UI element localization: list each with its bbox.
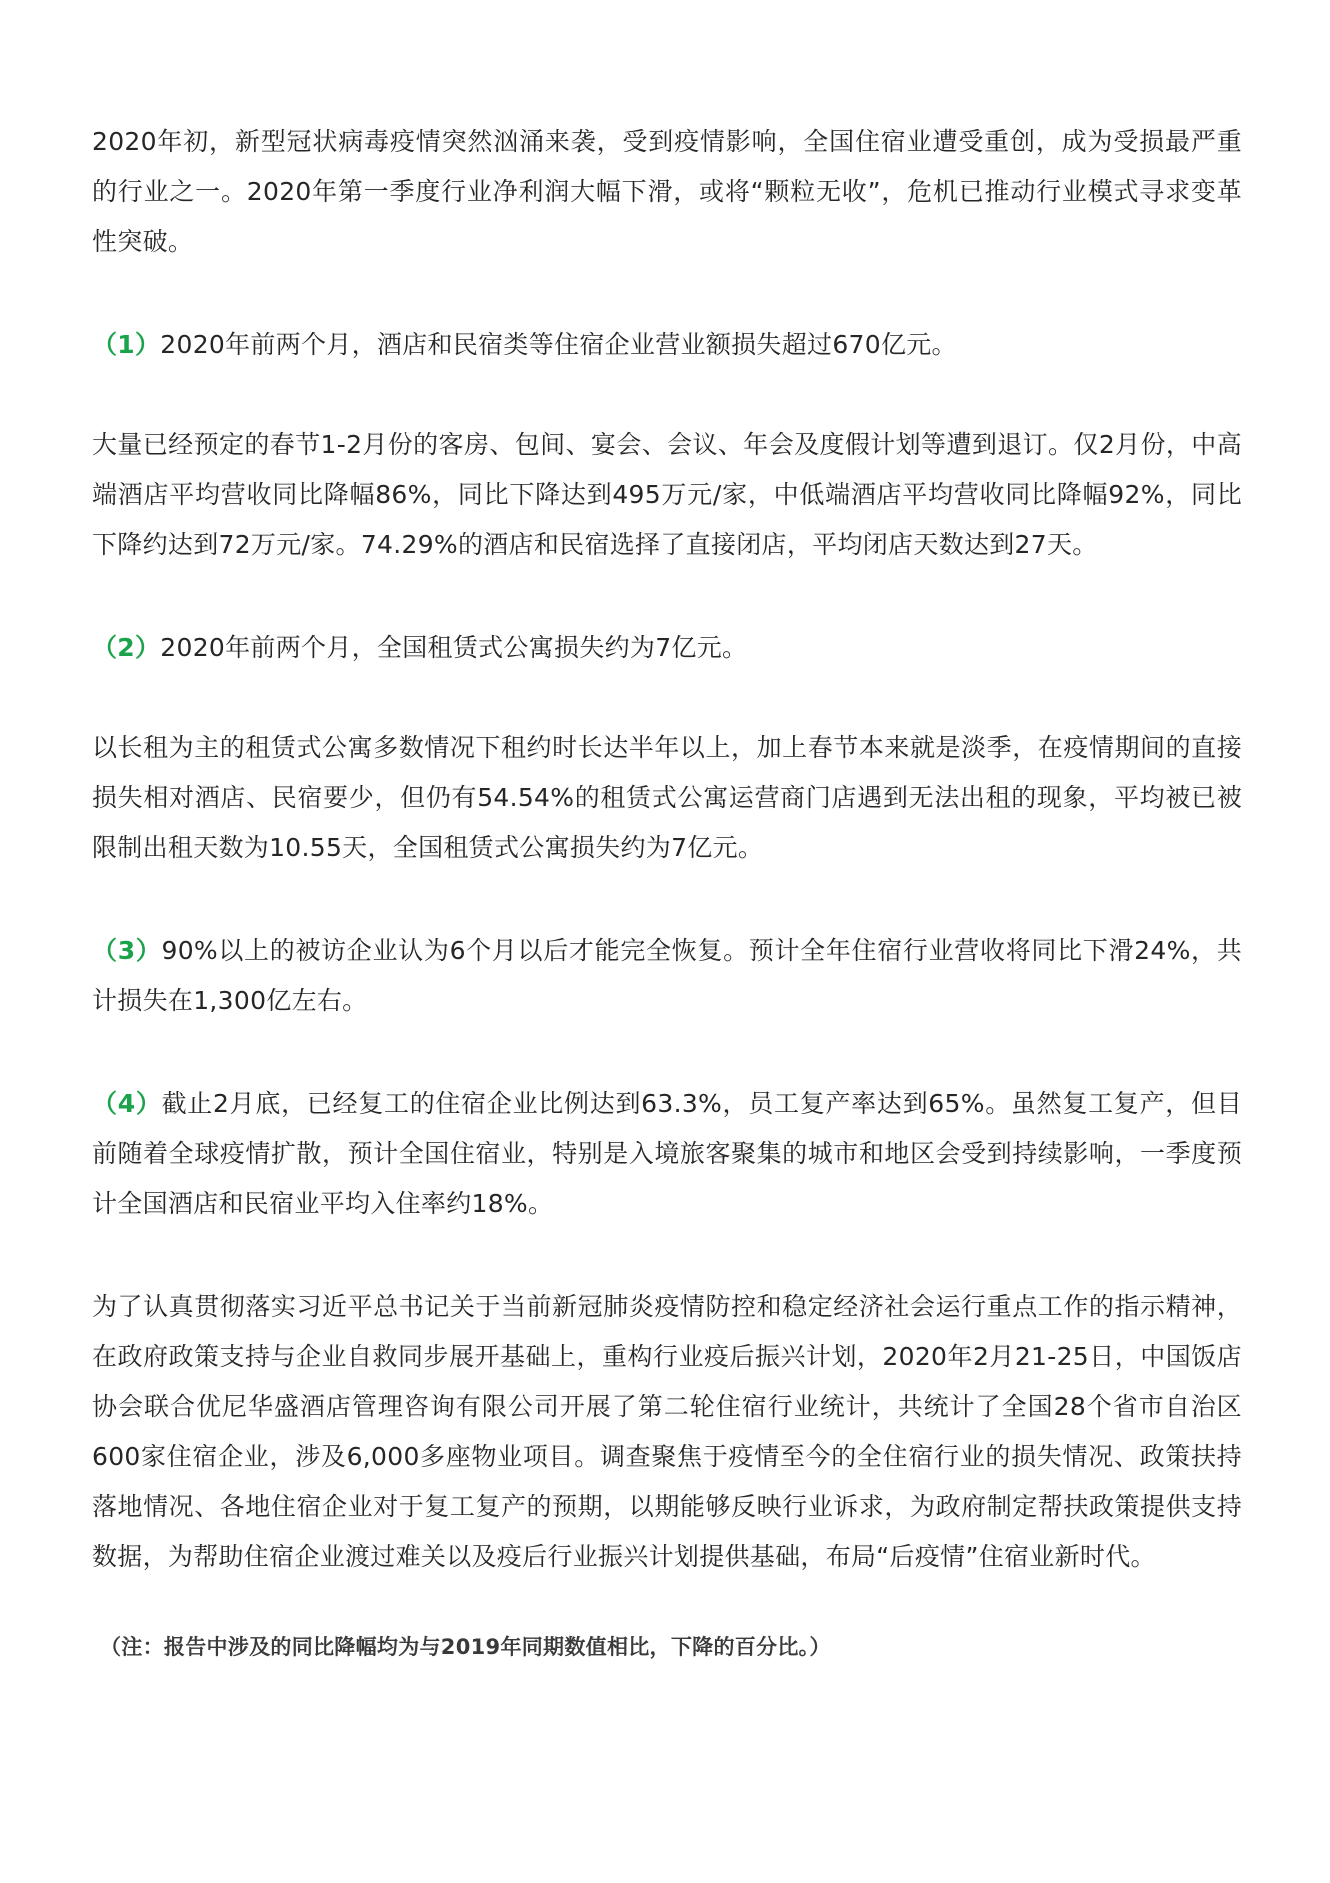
item-2-number: （2） — [92, 633, 161, 662]
item-2-detail: 以长租为主的租赁式公寓多数情况下租约时长达半年以上，加上春节本来就是淡季，在疫情期间的直接损失相对酒店、民宿要少，但仍有54.54%的租赁式公寓运营商门店遇到无法出租的现象，平均被已被限制出租天数为10.55天，全国租赁式公寓损失约为7亿元。 — [92, 733, 1242, 862]
item-1-heading — [92, 320, 1242, 370]
item-3-heading — [92, 926, 1242, 1026]
item-4-text: 截止2月底，已经复工的住宿企业比例达到63.3%，员工复产率达到65%。虽然复工复产，但目前随着全球疫情扩散，预计全国住宿业，特别是入境旅客聚集的城市和地区会受到持续影响，一季度预计全国酒店和民宿业平均入住率约18%。 — [92, 1089, 1242, 1218]
item-1-detail: 大量已经预定的春节1-2月份的客房、包间、宴会、会议、年会及度假计划等遭到退订。仅2月份，中高端酒店平均营收同比降幅86%，同比下降达到495万元/家，中低端酒店平均营收同比降幅92%，同比下降约达到72万元/家。74.29%的酒店和民宿选择了直接闭店，平均闭店天数达到27天。 — [92, 430, 1242, 559]
item-4-heading — [92, 1079, 1242, 1229]
item-1-number: （1） — [92, 330, 161, 359]
item-4-number: （4） — [92, 1089, 162, 1118]
intro-paragraph: 2020年初，新型冠状病毒疫情突然汹涌来袭，受到疫情影响，全国住宿业遭受重创，成为受损最严重的行业之一。2020年第一季度行业净利润大幅下滑，或将“颗粒无收”，危机已推动行业模式寻求变革性突破。 — [92, 127, 1242, 256]
footnote: （注：报告中涉及的同比降幅均为与2019年同期数值相比，下降的百分比。） — [100, 1635, 831, 1659]
item-1-text: 2020年前两个月，酒店和民宿类等住宿企业营业额损失超过670亿元。 — [160, 330, 957, 359]
item-3-text: 90%以上的被访企业认为6个月以后才能完全恢复。预计全年住宿行业营收将同比下滑24%，共计损失在1,300亿左右。 — [92, 936, 1243, 1015]
closing-paragraph: 为了认真贯彻落实习近平总书记关于当前新冠肺炎疫情防控和稳定经济社会运行重点工作的指示精神，在政府政策支持与企业自救同步展开基础上，重构行业疫后振兴计划，2020年2月21-25日，中国饭店协会联合优尼华盛酒店管理咨询有限公司开展了第二轮住宿行业统计，共统计了全国28个省市自治区600家住宿企业，涉及6,000多座物业项目。调查聚焦于疫情至今的全住宿行业的损失情况、政策扶持落地情况、各地住宿企业对于复工复产的预期，以期能够反映行业诉求，为政府制定帮扶政策提供支持数据，为帮助住宿企业渡过难关以及疫后行业振兴计划提供基础，布局“后疫情”住宿业新时代。 — [92, 1292, 1242, 1571]
item-3-number: （3） — [92, 936, 162, 965]
item-2-text: 2020年前两个月，全国租赁式公寓损失约为7亿元。 — [160, 633, 748, 662]
item-2-heading — [92, 623, 1242, 673]
